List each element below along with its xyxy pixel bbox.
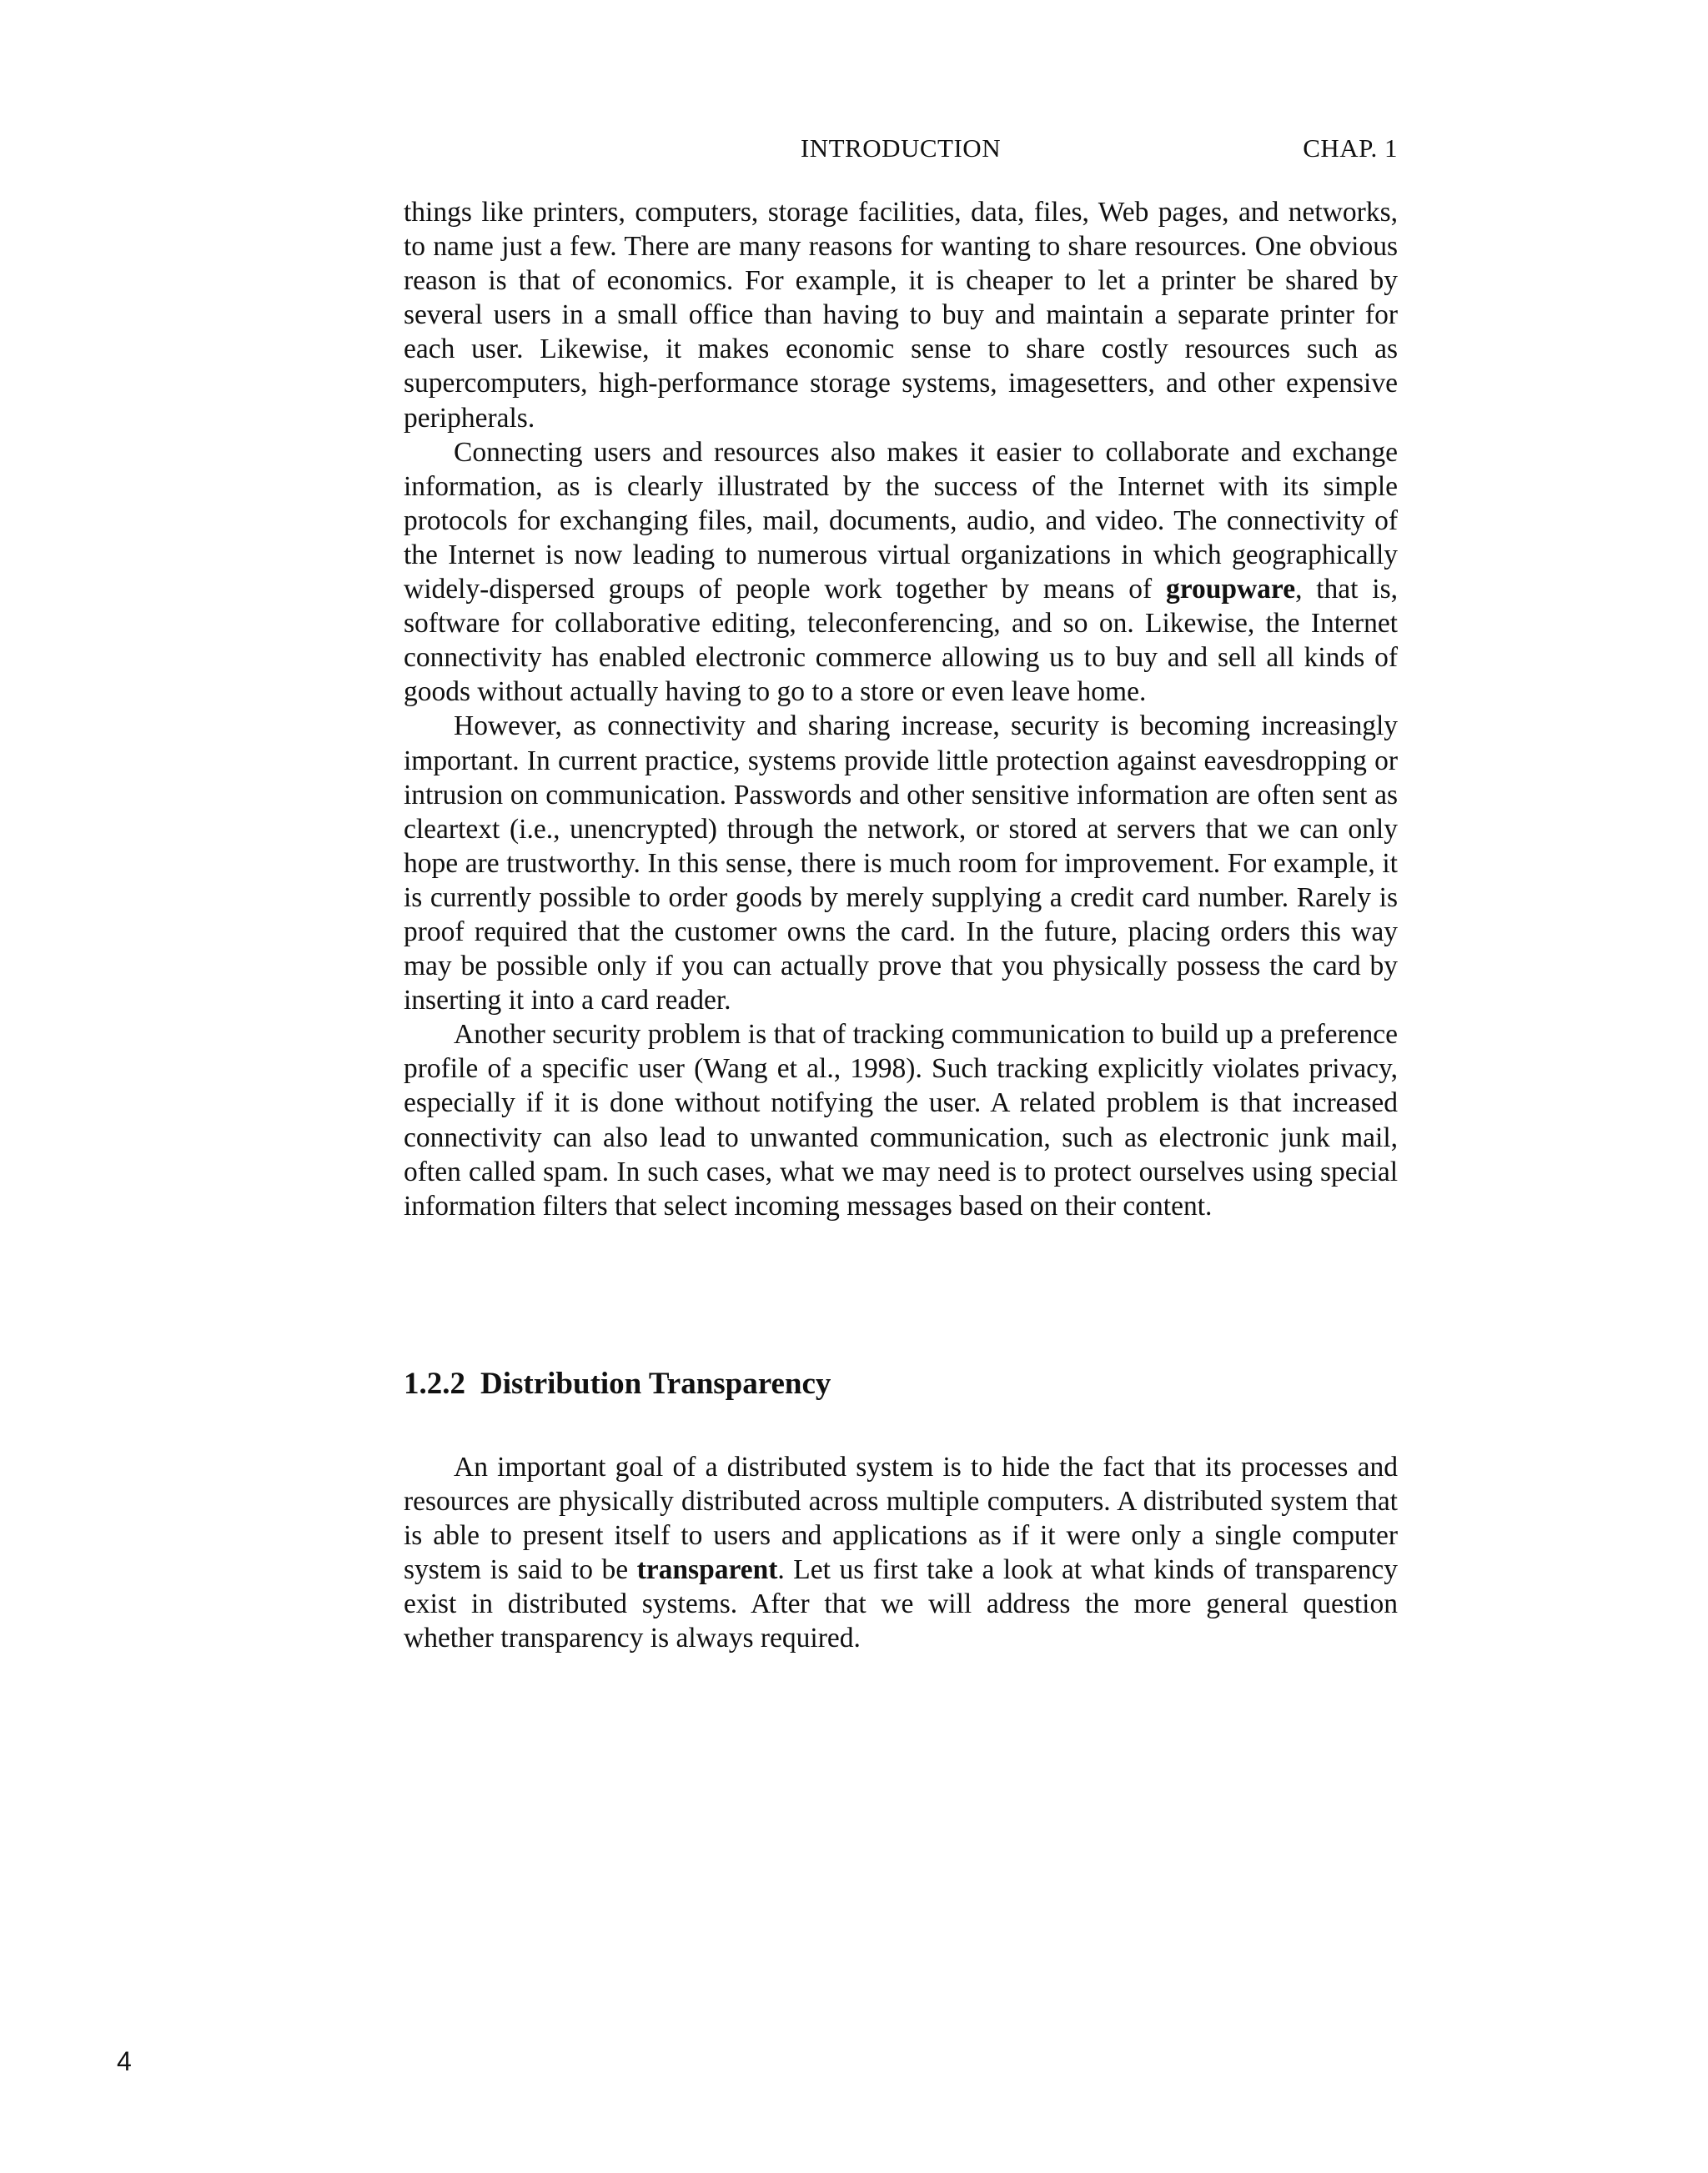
section-title: Distribution Transparency: [480, 1367, 831, 1401]
paragraph: However, as connectivity and sharing increase, security is becoming increasingly important. In current practice, systems provide little protection against eavesdropping or intrusion on communication. Passwords and other sensitive information are often sent as cleartext (i.e., unencrypted) through the network, or stored at servers that we can only hope are trustworthy. In this sense, there is much room for improvement. For example, it is currently possible to order goods by merely supplying a credit card number. Rarely is proof required that the customer owns the card. In the future, placing orders this way may be possible only if you can actually prove that you physically possess the card by inserting it into a card reader.: [404, 710, 1398, 1016]
bold-term-transparent: transparent: [636, 1554, 778, 1586]
paragraph-text: , that is, software for collaborative editing, teleconferencing, and so on. Likewise, the Internet connectivity has enabled electronic commerce allowing us to buy and sell all kinds of goods without actually having to go to a store or even leave home.: [404, 574, 1398, 708]
body-text-upper: [404, 195, 1398, 1223]
bold-term-groupware: groupware: [1165, 574, 1296, 605]
paragraph-text: An important goal of a distributed system is to hide the fact that its processes and resources are physically distributed across multiple computers. A distributed system that is able to present itself to users and applications as if it were only a single computer system is said to be: [404, 1452, 1398, 1586]
running-head: [404, 132, 1398, 165]
section-heading: [404, 1365, 1398, 1403]
paragraph: Another security problem is that of tracking communication to build up a preference profile of a specific user (Wang et al., 1998). Such tracking explicitly violates privacy, especially if it is done without notifying the user. A related problem is that increased connectivity can also lead to unwanted communication, such as electronic junk mail, often called spam. In such cases, what we may need is to protect ourselves using special information filters that select incoming messages based on their content.: [404, 1019, 1398, 1222]
paragraph-text: . Let us first take a look at what kinds of transparency exist in distributed systems. After that we will address the more general question whether transparency is always required.: [404, 1554, 1398, 1654]
paragraph: [404, 1450, 1398, 1656]
page-number: 4: [117, 2046, 132, 2076]
body-text-lower: [404, 1450, 1398, 1656]
section-number: 1.2.2: [404, 1367, 465, 1401]
paragraph-text: Connecting users and resources also makes it easier to collaborate and exchange information, as is clearly illustrated by the success of the Internet with its simple protocols for exchanging files, mail, documents, audio, and video. The connectivity of the Internet is now leading to numerous virtual organizations in which geographically widely-dispersed groups of people work together by means of: [404, 436, 1398, 605]
paragraph: [404, 435, 1398, 710]
paragraph: things like printers, computers, storage facilities, data, files, Web pages, and networks, to name just a few. There are many reasons for wanting to share resources. One obvious reason is that of economics. For example, it is cheaper to let a printer be shared by several users in a small office than having to buy and maintain a separate printer for each user. Likewise, it makes economic sense to share costly resources such as supercomputers, high-performance storage systems, imagesetters, and other expensive peripherals.: [404, 197, 1398, 434]
running-head-title: INTRODUCTION: [800, 133, 1002, 163]
running-head-chapter: CHAP. 1: [1303, 133, 1398, 163]
